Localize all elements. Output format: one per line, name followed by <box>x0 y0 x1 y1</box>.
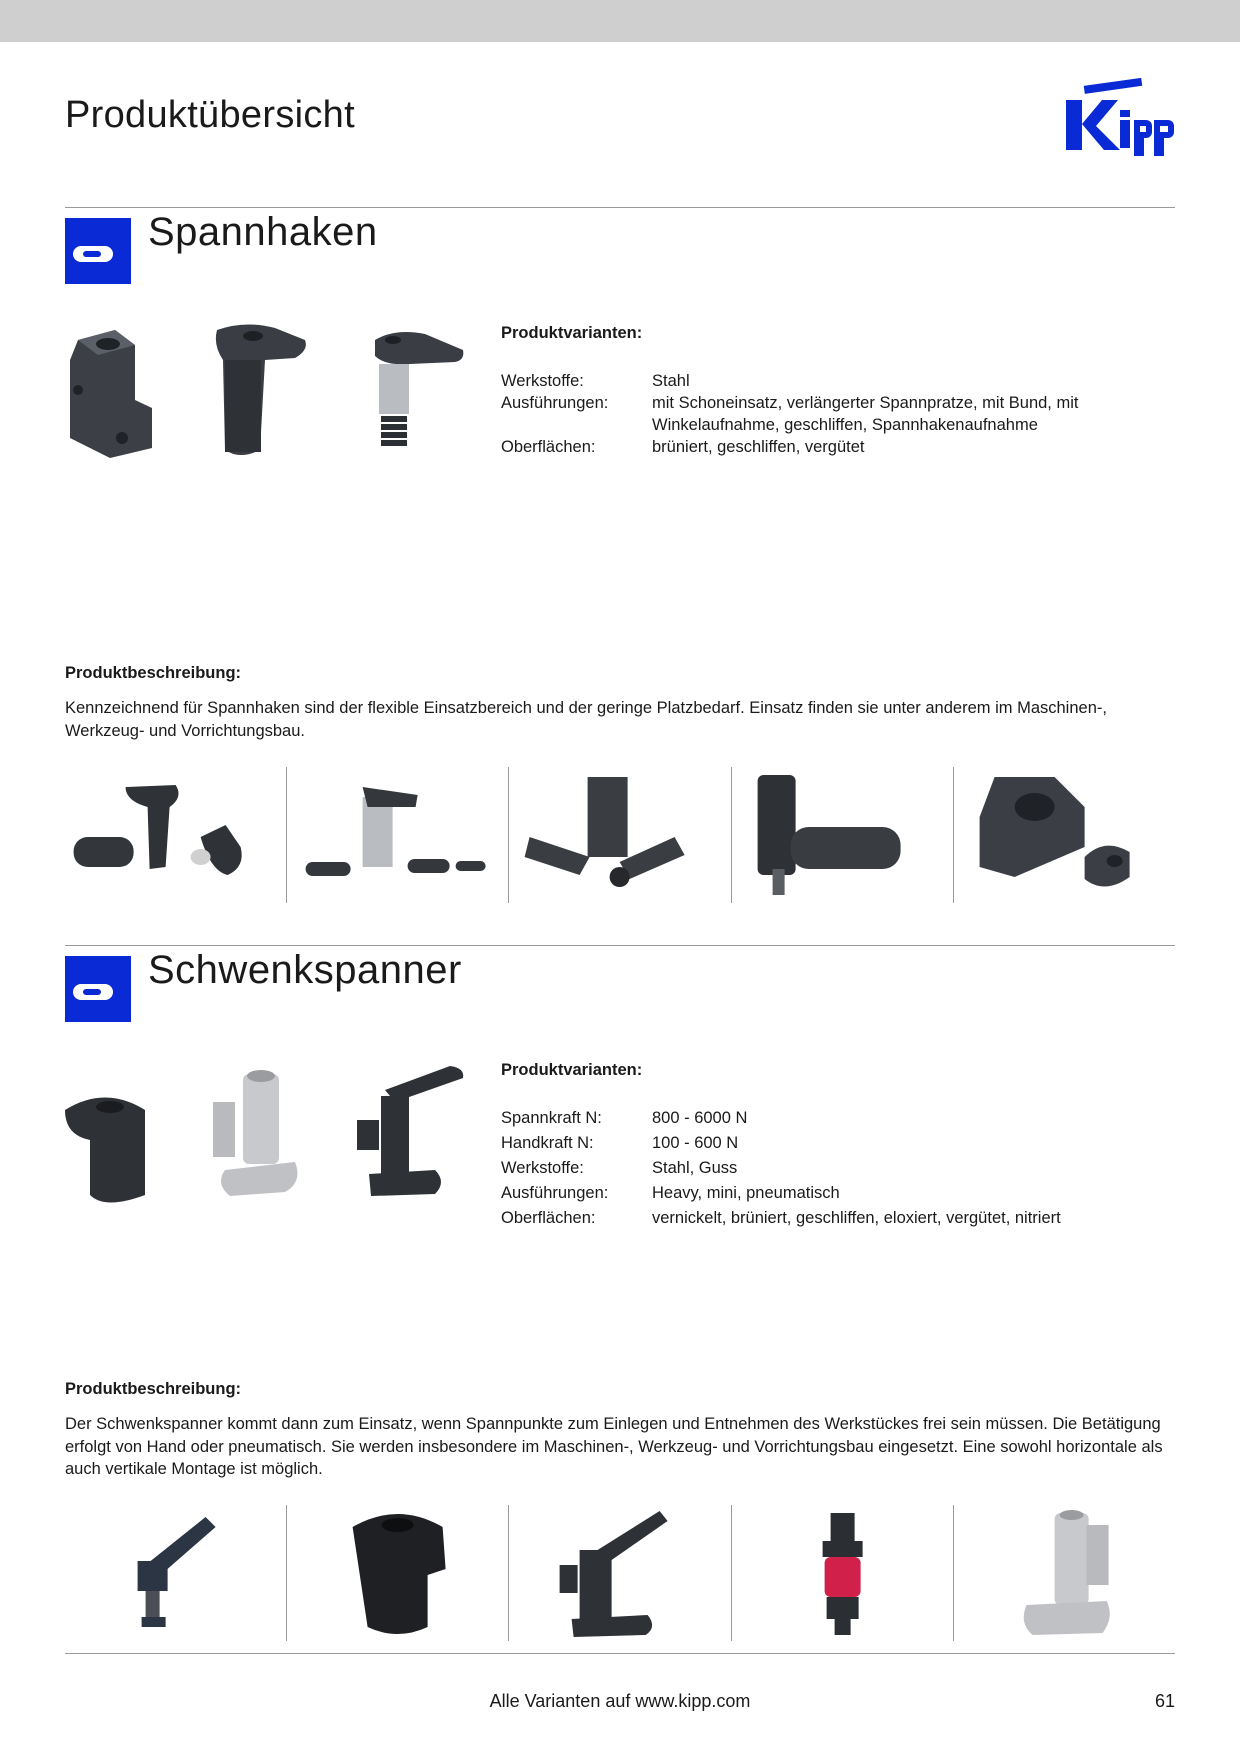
variants-heading: Produktvarianten: <box>501 324 643 342</box>
gallery-item <box>508 1505 730 1641</box>
product-image <box>205 1062 305 1202</box>
variant-row <box>501 1132 1121 1154</box>
gallery-item <box>731 767 953 903</box>
variant-value: mit Schoneinsatz, verlängerter Spannpratze, mit Bund, mit Winkelaufnahme, geschliffen, Spannhakenaufnahme <box>652 394 1079 434</box>
product-image <box>732 767 953 903</box>
product-image <box>954 1505 1175 1641</box>
variant-row <box>501 1107 1121 1129</box>
divider <box>65 207 1175 208</box>
variant-label: Spannkraft N: <box>501 1109 602 1127</box>
section-title: Spannhaken <box>148 210 378 254</box>
top-bar <box>0 0 1240 42</box>
variant-row <box>501 370 1121 392</box>
variant-label: Werkstoffe: <box>501 372 584 390</box>
divider <box>65 945 1175 946</box>
variant-value: 100 - 600 N <box>652 1134 739 1152</box>
variant-value: brüniert, geschliffen, vergütet <box>652 438 865 456</box>
section-icon <box>65 218 131 284</box>
variant-label: Ausführungen: <box>501 394 609 412</box>
gallery-item <box>286 1505 508 1641</box>
kipp-logo <box>1062 72 1182 168</box>
footer-website-text: Alle Varianten auf www.kipp.com <box>489 1691 751 1711</box>
variant-value: Stahl <box>652 372 690 390</box>
variant-label: Handkraft N: <box>501 1134 594 1152</box>
gallery-item <box>953 767 1175 903</box>
product-image <box>287 767 508 903</box>
variants-heading: Produktvarianten: <box>501 1061 643 1079</box>
variant-row <box>501 1157 1121 1179</box>
variant-row <box>501 1207 1121 1229</box>
page-title: Produktübersicht <box>65 94 355 136</box>
section-icon <box>65 956 131 1022</box>
gallery-item <box>286 767 508 903</box>
description-text: Der Schwenkspanner kommt dann zum Einsatz, wenn Spannpunkte zum Einlegen und Entnehmen des Werkstückes frei sein müssen. Die Betätigung erfolgt von Hand oder pneumatisch. Sie werden insbesondere im Maschinen-, Werkzeug- und Vorrichtungsbau eingesetzt. Eine sowohl horizontale als auch vertikale Montage ist möglich. <box>65 1415 1163 1478</box>
product-image <box>65 767 286 903</box>
variant-label: Oberflächen: <box>501 1209 596 1227</box>
gallery-item <box>65 767 286 903</box>
variant-label: Werkstoffe: <box>501 1159 584 1177</box>
variant-value: 800 - 6000 N <box>652 1109 748 1127</box>
gallery-item <box>508 767 730 903</box>
product-gallery <box>65 767 1175 903</box>
variant-value: Stahl, Guss <box>652 1159 738 1177</box>
product-image <box>60 1085 150 1205</box>
product-variants <box>501 1059 1121 1229</box>
page-number: 61 <box>1154 1691 1175 1711</box>
description-text: Kennzeichnend für Spannhaken sind der flexible Einsatzbereich und der geringe Platzbedarf. Einsatz finden sie unter anderem im Maschinen-, Werkzeug- und Vorrichtungsbau. <box>65 699 1107 740</box>
product-image <box>732 1505 953 1641</box>
variant-row <box>501 1182 1121 1204</box>
product-image <box>954 767 1175 903</box>
gallery-item <box>65 1505 286 1641</box>
product-image <box>287 1505 508 1641</box>
section-title: Schwenkspanner <box>148 948 462 992</box>
gallery-item <box>731 1505 953 1641</box>
product-image <box>509 767 730 903</box>
variant-value: vernickelt, brüniert, geschliffen, eloxiert, vergütet, nitriert <box>652 1209 1061 1227</box>
gallery-item <box>953 1505 1175 1641</box>
variant-label: Oberflächen: <box>501 438 596 456</box>
description-heading: Produktbeschreibung: <box>65 664 242 682</box>
divider <box>65 1653 1175 1654</box>
product-image <box>60 320 160 460</box>
product-image <box>205 320 315 460</box>
variant-row <box>501 392 1121 436</box>
variant-label: Ausführungen: <box>501 1184 609 1202</box>
product-image <box>65 1505 286 1641</box>
product-image <box>355 1062 470 1202</box>
variant-row <box>501 436 1121 458</box>
description-heading: Produktbeschreibung: <box>65 1380 242 1398</box>
variant-value: Heavy, mini, pneumatisch <box>652 1184 840 1202</box>
product-image <box>509 1505 730 1641</box>
product-gallery <box>65 1505 1175 1641</box>
product-variants <box>501 322 1121 458</box>
product-image <box>365 320 470 460</box>
